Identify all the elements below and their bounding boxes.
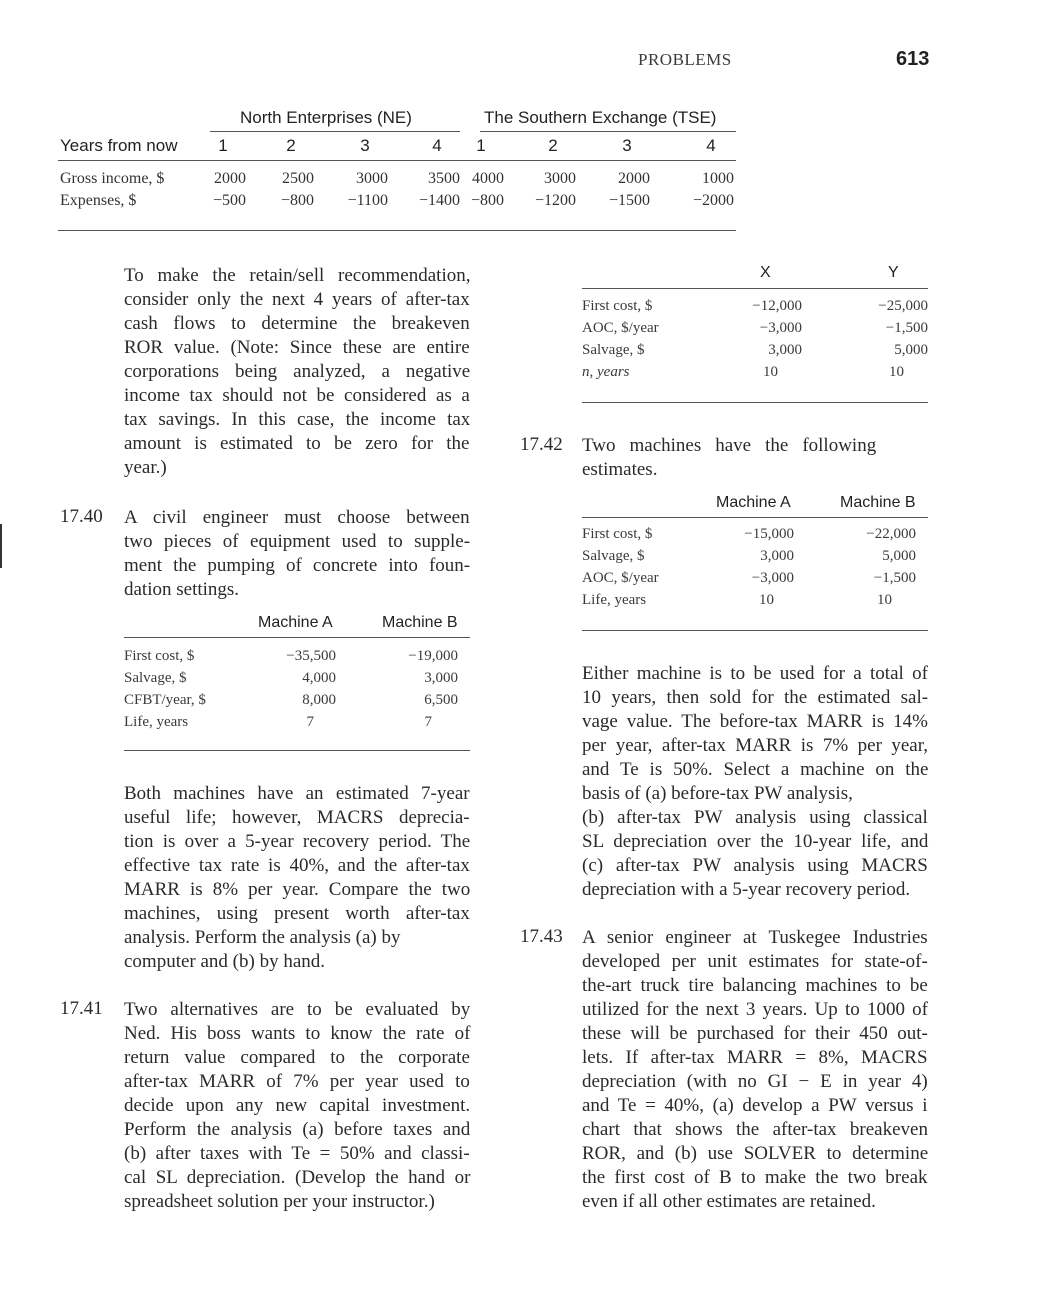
cell-machine-a: 3,000 [760, 548, 794, 564]
text-line: analysis. Perform the analysis (a) by [124, 927, 401, 948]
text-line: computer and (b) by hand. [124, 951, 326, 972]
cell-machine-b: −19,000 [408, 648, 458, 664]
problem-number-1741: 17.41 [60, 998, 103, 1019]
text-line: the-art truck tire balancing machines to be [582, 975, 928, 996]
row-label: Salvage, $ [582, 342, 645, 358]
cell-y: 10 [889, 364, 904, 380]
text-line: Two alternatives are to be evaluated by [124, 999, 471, 1020]
text-line: vage value. The before-tax MARR is 14% [582, 711, 928, 732]
year-header-3: 3 [360, 136, 370, 155]
p1741-table [582, 262, 928, 408]
row-label: First cost, $ [124, 648, 195, 664]
row-label: First cost, $ [582, 298, 653, 314]
cell-x: 10 [763, 364, 778, 380]
cell-x: −3,000 [759, 320, 802, 336]
text-line: these will be purchased for their 450 out- [582, 1023, 928, 1044]
text-line: income tax should not be considered as a [124, 385, 470, 406]
cell-machine-a: 8,000 [302, 692, 336, 708]
text-line: machines, using present worth after-tax [124, 903, 470, 924]
text-line: consider only the next 4 years of after-tax [124, 289, 470, 310]
col-header-machine-b: Machine B [382, 614, 458, 631]
row-label: AOC, $/year [582, 570, 659, 586]
year-header-6: 2 [548, 136, 558, 155]
table-cell: 3000 [356, 170, 388, 187]
row-label: n, years [582, 364, 630, 380]
text-line: corporations being analyzed, a negative [124, 361, 471, 382]
text-line: the first cost of B to make the two break [582, 1167, 928, 1188]
group-rule-tse [480, 131, 736, 132]
text-line: To make the retain/sell recommendation, [124, 265, 471, 286]
text-line: A civil engineer must choose between [124, 507, 470, 528]
row-label-expenses: Expenses, $ [60, 192, 137, 209]
table-cell: −1400 [418, 192, 460, 209]
text-line: return value compared to the corporate [124, 1047, 470, 1068]
row-label: Life, years [582, 592, 647, 608]
cell-machine-a: −3,000 [751, 570, 794, 586]
bottom-rule [58, 230, 736, 231]
table-rule [582, 402, 928, 403]
cell-machine-b: −22,000 [866, 526, 916, 542]
cell-machine-b: 3,000 [424, 670, 458, 686]
text-line: year.) [124, 457, 167, 478]
col-header-x: X [760, 264, 771, 281]
table-cell: −1200 [534, 192, 576, 209]
cell-machine-a: 7 [306, 714, 314, 730]
table-cell: 1000 [702, 170, 734, 187]
row-label: Salvage, $ [582, 548, 645, 564]
text-line: cal SL depreciation. (Develop the hand or [124, 1167, 471, 1188]
problem-number-1742: 17.42 [520, 434, 563, 455]
year-header-4: 4 [432, 136, 442, 155]
col-header-y: Y [888, 264, 899, 281]
text-line: ROR value. (Note: Since these are entire [124, 337, 470, 358]
row-label: Life, years [124, 714, 189, 730]
text-line: dation settings. [124, 579, 240, 600]
text-line: (b) after taxes with Te = 50% and classi- [124, 1143, 470, 1164]
text-line: and Te = 40%, (a) develop a PW versus i [582, 1095, 928, 1116]
text-line: Ned. His boss wants to know the rate of [124, 1023, 471, 1044]
table-cell: 2000 [618, 170, 650, 187]
text-line: Two machines have the following [582, 435, 877, 456]
cell-y: −25,000 [878, 298, 928, 314]
col-header-machine-a: Machine A [258, 614, 333, 631]
cell-machine-b: −1,500 [873, 570, 916, 586]
cell-x: 3,000 [768, 342, 802, 358]
text-line: (b) after-tax PW analysis using classical [582, 807, 928, 828]
text-line: Perform the analysis (a) before taxes and [124, 1119, 471, 1140]
row-header-years: Years from now [60, 136, 178, 155]
text-line: per year, after-tax MARR is 7% per year, [582, 735, 929, 756]
table-cell: −800 [470, 192, 504, 209]
text-line: MARR is 8% per year. Compare the two [124, 879, 471, 900]
text-line: A senior engineer at Tuskegee Industries [582, 927, 928, 948]
group-rule-ne [210, 131, 460, 132]
cell-y: −1,500 [885, 320, 928, 336]
running-head: PROBLEMS [638, 50, 732, 69]
row-label: First cost, $ [582, 526, 653, 542]
table-rule [124, 637, 470, 638]
text-line: ROR, and (b) use SOLVER to determine [582, 1143, 929, 1164]
page-number: 613 [896, 48, 930, 70]
text-line: tion is over a 5-year recovery period. The [124, 831, 471, 852]
year-header-7: 3 [622, 136, 632, 155]
text-line: lets. If after-tax MARR = 8%, MACRS [582, 1047, 928, 1068]
problem-number-1740: 17.40 [60, 506, 103, 527]
year-header-1: 1 [218, 136, 228, 155]
p1740-after-text [124, 782, 470, 974]
table-cell: −800 [280, 192, 314, 209]
text-line: basis of (a) before-tax PW analysis, [582, 783, 853, 804]
cell-machine-b: 7 [424, 714, 432, 730]
row-label: CFBT/year, $ [124, 692, 206, 708]
cell-machine-b: 10 [877, 592, 892, 608]
table-rule [124, 750, 470, 751]
text-line: effective tax rate is 40%, and the after-tax [124, 855, 470, 876]
text-line: spreadsheet solution per your instructor.) [124, 1191, 435, 1212]
text-line: useful life; however, MACRS deprecia- [124, 807, 470, 828]
col-header-machine-b: Machine B [840, 494, 916, 511]
year-header-5: 1 [476, 136, 486, 155]
p1740-table [124, 612, 470, 754]
cell-machine-a: 10 [759, 592, 774, 608]
text-line: ment the pumping of concrete into foun- [124, 555, 471, 576]
group-header-tse: The Southern Exchange (TSE) [484, 108, 717, 127]
table-rule [582, 630, 928, 631]
table-cell: 3500 [428, 170, 460, 187]
text-line: Either machine is to be used for a total of [582, 663, 928, 684]
text-line: even if all other estimates are retained. [582, 1191, 876, 1212]
text-line: depreciation with a 5-year recovery period. [582, 879, 911, 900]
header-rule [58, 160, 736, 161]
col-header-machine-a: Machine A [716, 494, 791, 511]
text-line: developed per unit estimates for state-of- [582, 951, 928, 972]
text-line: amount is estimated to be zero for the [124, 433, 470, 454]
text-line: after-tax MARR of 7% per year used to [124, 1071, 470, 1092]
year-header-8: 4 [706, 136, 716, 155]
text-line: SL depreciation over the 10-year life, and [582, 831, 929, 852]
table-cell: 2500 [282, 170, 314, 187]
cell-x: −12,000 [752, 298, 802, 314]
top-cash-flow-table [58, 104, 736, 236]
row-label: Salvage, $ [124, 670, 187, 686]
cell-machine-b: 5,000 [882, 548, 916, 564]
table-cell: −500 [212, 192, 246, 209]
p1742-intro [582, 434, 928, 482]
text-line: two pieces of equipment used to supple- [124, 531, 471, 552]
cell-machine-a: −35,500 [286, 648, 336, 664]
table-cell: 3000 [544, 170, 576, 187]
table-cell: 2000 [214, 170, 246, 187]
text-line: depreciation (with no GI − E in year 4) [582, 1071, 928, 1092]
table-cell: −1100 [347, 192, 388, 209]
text-line: tax savings. In this case, the income tax [124, 409, 471, 430]
p1742-table [582, 492, 928, 634]
table-rule [582, 288, 928, 289]
cell-machine-b: 6,500 [424, 692, 458, 708]
text-line: cash flows to determine the breakeven [124, 313, 470, 334]
cell-y: 5,000 [894, 342, 928, 358]
p1742-after-text [582, 662, 928, 902]
table-cell: 4000 [472, 170, 504, 187]
year-header-2: 2 [286, 136, 296, 155]
text-line: Both machines have an estimated 7-year [124, 783, 470, 804]
text-line: and Te is 50%. Select a machine on the [582, 759, 929, 780]
p1743-text [582, 926, 928, 1214]
p1739-continuation [124, 264, 470, 480]
cell-machine-a: 4,000 [302, 670, 336, 686]
table-cell: −1500 [608, 192, 650, 209]
margin-bar [0, 524, 2, 568]
p1740-text [124, 506, 470, 602]
table-cell: −2000 [692, 192, 734, 209]
problem-number-1743: 17.43 [520, 926, 563, 947]
row-label: AOC, $/year [582, 320, 659, 336]
text-line: 10 years, then sold for the estimated sal- [582, 687, 929, 708]
cell-machine-a: −15,000 [744, 526, 794, 542]
text-line: chart that shows the after-tax breakeven [582, 1119, 928, 1140]
table-rule [582, 517, 928, 518]
text-line: decide upon any new capital investment. [124, 1095, 471, 1116]
text-line: estimates. [582, 459, 658, 480]
p1741-text [124, 998, 470, 1214]
text-line: utilized for the next 3 years. Up to 1000 of [582, 999, 928, 1020]
row-label-gross-income: Gross income, $ [60, 170, 165, 187]
group-header-ne: North Enterprises (NE) [240, 108, 412, 127]
text-line: (c) after-tax PW analysis using MACRS [582, 855, 928, 876]
